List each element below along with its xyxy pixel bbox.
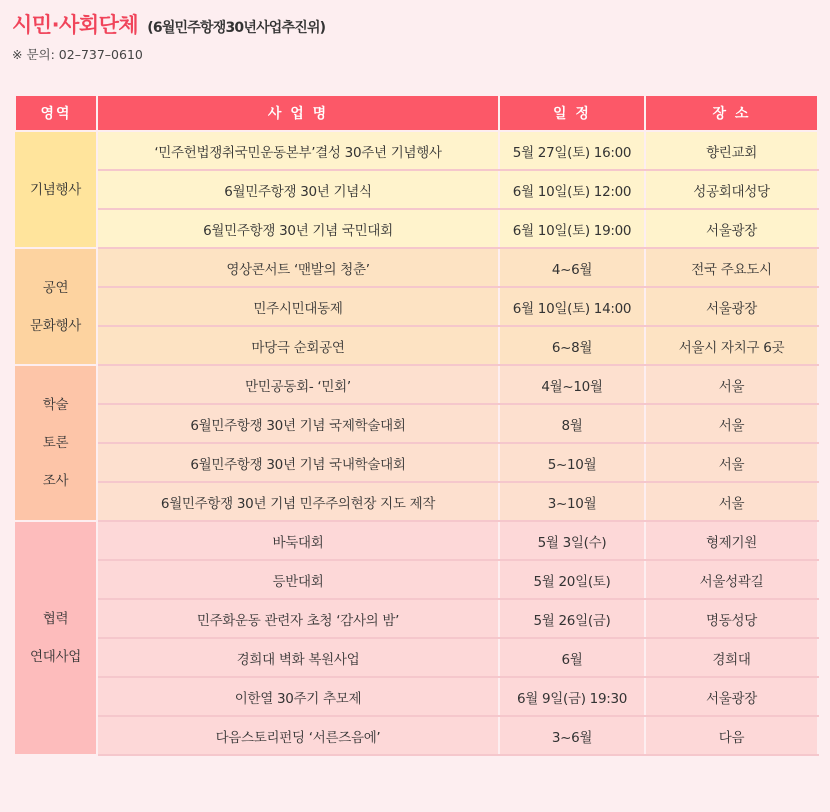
project-name-cell: 6월민주항쟁 30년 기념식 <box>97 170 499 209</box>
schedule-table <box>14 94 819 756</box>
header <box>12 9 325 39</box>
category-label: 토론 <box>42 435 69 451</box>
schedule-cell: 6월 <box>499 638 645 677</box>
project-name-cell: ‘민주헌법쟁취국민운동본부’결성 30주년 기념행사 <box>97 131 499 170</box>
place-cell: 서울 <box>645 443 818 482</box>
category-label: 협력 <box>42 611 69 627</box>
column-header-project: 사 업 명 <box>97 95 499 131</box>
table-row <box>15 209 818 248</box>
schedule-cell: 6월 10일(토) 14:00 <box>499 287 645 326</box>
category-label: 조사 <box>42 473 69 489</box>
schedule-cell: 6월 10일(토) 12:00 <box>499 170 645 209</box>
project-name-cell: 6월민주항쟁 30년 기념 민주주의현장 지도 제작 <box>97 482 499 521</box>
project-name-cell: 6월민주항쟁 30년 기념 국제학술대회 <box>97 404 499 443</box>
place-cell: 서울시 자치구 6곳 <box>645 326 818 365</box>
table-row <box>15 287 818 326</box>
project-name-cell: 바둑대회 <box>97 521 499 560</box>
table-row <box>15 716 818 755</box>
place-cell: 전국 주요도시 <box>645 248 818 287</box>
project-name-cell: 민주시민대동제 <box>97 287 499 326</box>
place-cell: 서울 <box>645 365 818 404</box>
project-name-cell: 등반대회 <box>97 560 499 599</box>
table-row <box>15 677 818 716</box>
table-row <box>15 131 818 170</box>
table-row <box>15 365 818 404</box>
table-row <box>15 482 818 521</box>
schedule-cell: 5월 26일(금) <box>499 599 645 638</box>
project-name-cell: 경희대 벽화 복원사업 <box>97 638 499 677</box>
table-row <box>15 443 818 482</box>
place-cell: 경희대 <box>645 638 818 677</box>
schedule-cell: 5~10월 <box>499 443 645 482</box>
place-cell: 서울광장 <box>645 287 818 326</box>
project-name-cell: 이한열 30주기 추모제 <box>97 677 499 716</box>
place-cell: 형제기원 <box>645 521 818 560</box>
contact-info: ※ 문의: 02–737–0610 <box>12 47 143 62</box>
table-row <box>15 248 818 287</box>
category-cell <box>15 365 97 521</box>
place-cell: 서울 <box>645 404 818 443</box>
category-cell <box>15 248 97 365</box>
project-name-cell: 6월민주항쟁 30년 기념 국내학술대회 <box>97 443 499 482</box>
schedule-cell: 5월 27일(토) 16:00 <box>499 131 645 170</box>
place-cell: 명동성당 <box>645 599 818 638</box>
table-row <box>15 521 818 560</box>
project-name-cell: 마당극 순회공연 <box>97 326 499 365</box>
table-row <box>15 170 818 209</box>
schedule-cell: 6~8월 <box>499 326 645 365</box>
table-header-row <box>15 95 818 131</box>
schedule-cell: 4~6월 <box>499 248 645 287</box>
project-name-cell: 6월민주항쟁 30년 기념 국민대회 <box>97 209 499 248</box>
place-cell: 서울광장 <box>645 209 818 248</box>
category-label: 공연 <box>42 279 69 296</box>
column-header-schedule: 일 정 <box>499 95 645 131</box>
category-cell <box>15 131 97 248</box>
place-cell: 다음 <box>645 716 818 755</box>
schedule-cell: 5월 3일(수) <box>499 521 645 560</box>
page-title: 시민·사회단체 <box>12 13 139 37</box>
table-row <box>15 599 818 638</box>
category-label: 기념행사 <box>30 181 81 198</box>
table-body <box>15 131 818 755</box>
column-header-place: 장 소 <box>645 95 818 131</box>
table-row <box>15 326 818 365</box>
category-cell <box>15 521 97 755</box>
schedule-cell: 6월 10일(토) 19:00 <box>499 209 645 248</box>
place-cell: 서울 <box>645 482 818 521</box>
project-name-cell: 다음스토리펀딩 ‘서른즈음에’ <box>97 716 499 755</box>
table-row <box>15 638 818 677</box>
category-label: 연대사업 <box>30 649 81 665</box>
project-name-cell: 영상콘서트 ‘맨발의 청춘’ <box>97 248 499 287</box>
category-label: 문화행사 <box>30 317 81 334</box>
schedule-cell: 8월 <box>499 404 645 443</box>
schedule-cell: 3~6월 <box>499 716 645 755</box>
project-name-cell: 민주화운동 관련자 초청 ‘감사의 밤’ <box>97 599 499 638</box>
schedule-cell: 5월 20일(토) <box>499 560 645 599</box>
place-cell: 향린교회 <box>645 131 818 170</box>
category-label: 학술 <box>42 397 69 413</box>
place-cell: 서울광장 <box>645 677 818 716</box>
column-header-area: 영역 <box>15 95 97 131</box>
table-row <box>15 404 818 443</box>
schedule-cell: 3~10월 <box>499 482 645 521</box>
schedule-cell: 6월 9일(금) 19:30 <box>499 677 645 716</box>
schedule-cell: 4월~10월 <box>499 365 645 404</box>
place-cell: 서울성곽길 <box>645 560 818 599</box>
table-row <box>15 560 818 599</box>
project-name-cell: 만민공동회- ‘민회’ <box>97 365 499 404</box>
page-subtitle: (6월민주항쟁30년사업추진위) <box>147 20 326 36</box>
place-cell: 성공회대성당 <box>645 170 818 209</box>
